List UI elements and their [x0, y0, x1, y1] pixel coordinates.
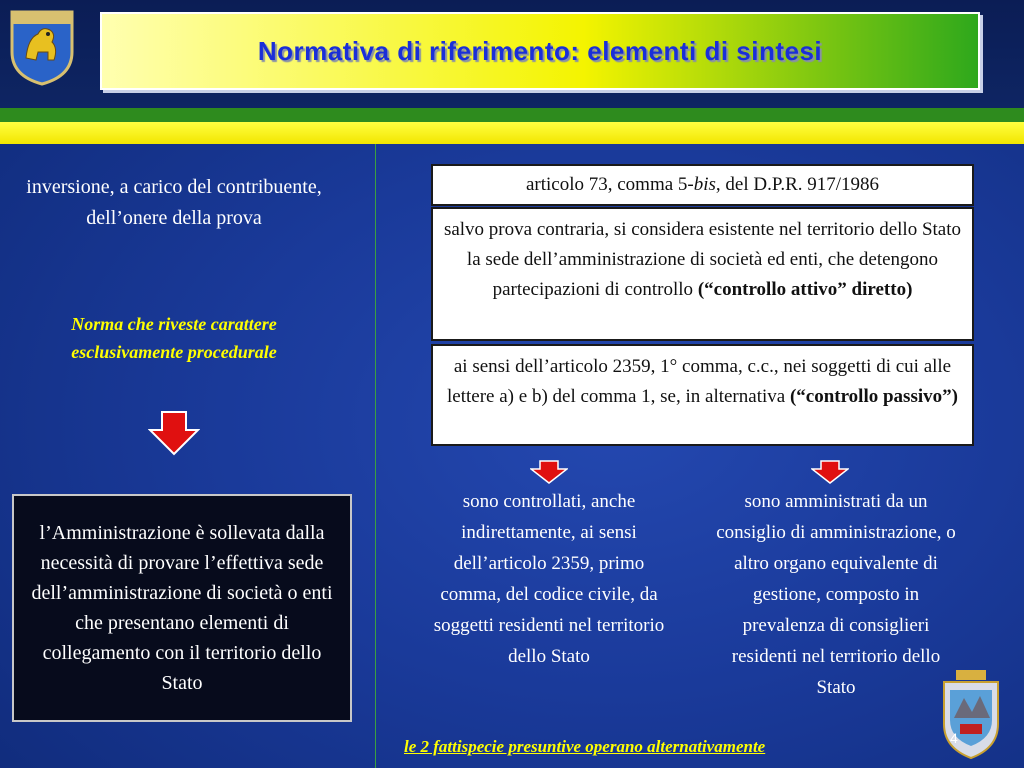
procedural-norm-note: Norma che riveste carattere esclusivamente procedurale — [71, 314, 277, 362]
active-control-text: salvo prova contraria, si considera esistente nel territorio dello Stato la sede dell’amministrazione di società ed enti, che detengono partecipazioni di controllo — [443, 219, 962, 300]
header-stripe-yellow — [0, 122, 1024, 144]
header-stripe-green — [0, 108, 1024, 122]
coat-of-arms-icon — [938, 668, 1004, 760]
conclusion-text: l’Amministrazione è sollevata dalla necessità di provare l’effettiva sede dell’amministrazione di società o enti che presentano elementi di collegamento con il territorio dello Stato — [31, 522, 333, 694]
footer-note: le 2 fattispecie presuntive operano alternativamente — [404, 737, 766, 756]
title-box — [100, 12, 980, 90]
burden-of-proof-text: inversione, a carico del contribuente, dell’onere della prova — [26, 176, 322, 229]
down-arrow-icon — [811, 460, 849, 484]
active-control-box — [431, 207, 974, 341]
passive-control-text: ai sensi dell’articolo 2359, 1° comma, c.c., nei soggetti di cui alle lettere a) e b) del comma 1, se, in alternativa — [447, 356, 952, 407]
ref-italic: bis — [693, 174, 716, 195]
down-arrow-icon — [530, 460, 568, 484]
down-arrow-icon — [148, 410, 200, 456]
passive-control-label: (“controllo passivo”) — [789, 386, 958, 407]
regional-command-logo-icon — [8, 8, 76, 86]
ref-suffix: , del D.P.R. 917/1986 — [715, 174, 880, 195]
passive-control-box — [431, 344, 974, 446]
controlled-entities-text: sono controllati, anche indirettamente, ai sensi dell’articolo 2359, primo comma, del codice civile, da soggetti residenti nel territorio dello Stato — [433, 491, 665, 667]
column-divider — [375, 144, 376, 768]
page-number: 4 — [950, 730, 958, 746]
administered-entities-text: sono amministrati da un consiglio di amministrazione, o altro organo equivalente di gestione, composto in prevalenza di consiglieri residenti nel territorio dello Stato — [716, 491, 956, 698]
legal-reference-text — [526, 170, 879, 200]
ref-prefix: articolo 73, comma 5- — [525, 174, 694, 195]
active-control-label: (“controllo attivo” diretto) — [697, 279, 913, 300]
legal-reference-box — [431, 164, 974, 206]
conclusion-box — [12, 494, 352, 722]
page-title: Normativa di riferimento: elementi di sintesi — [257, 35, 823, 66]
